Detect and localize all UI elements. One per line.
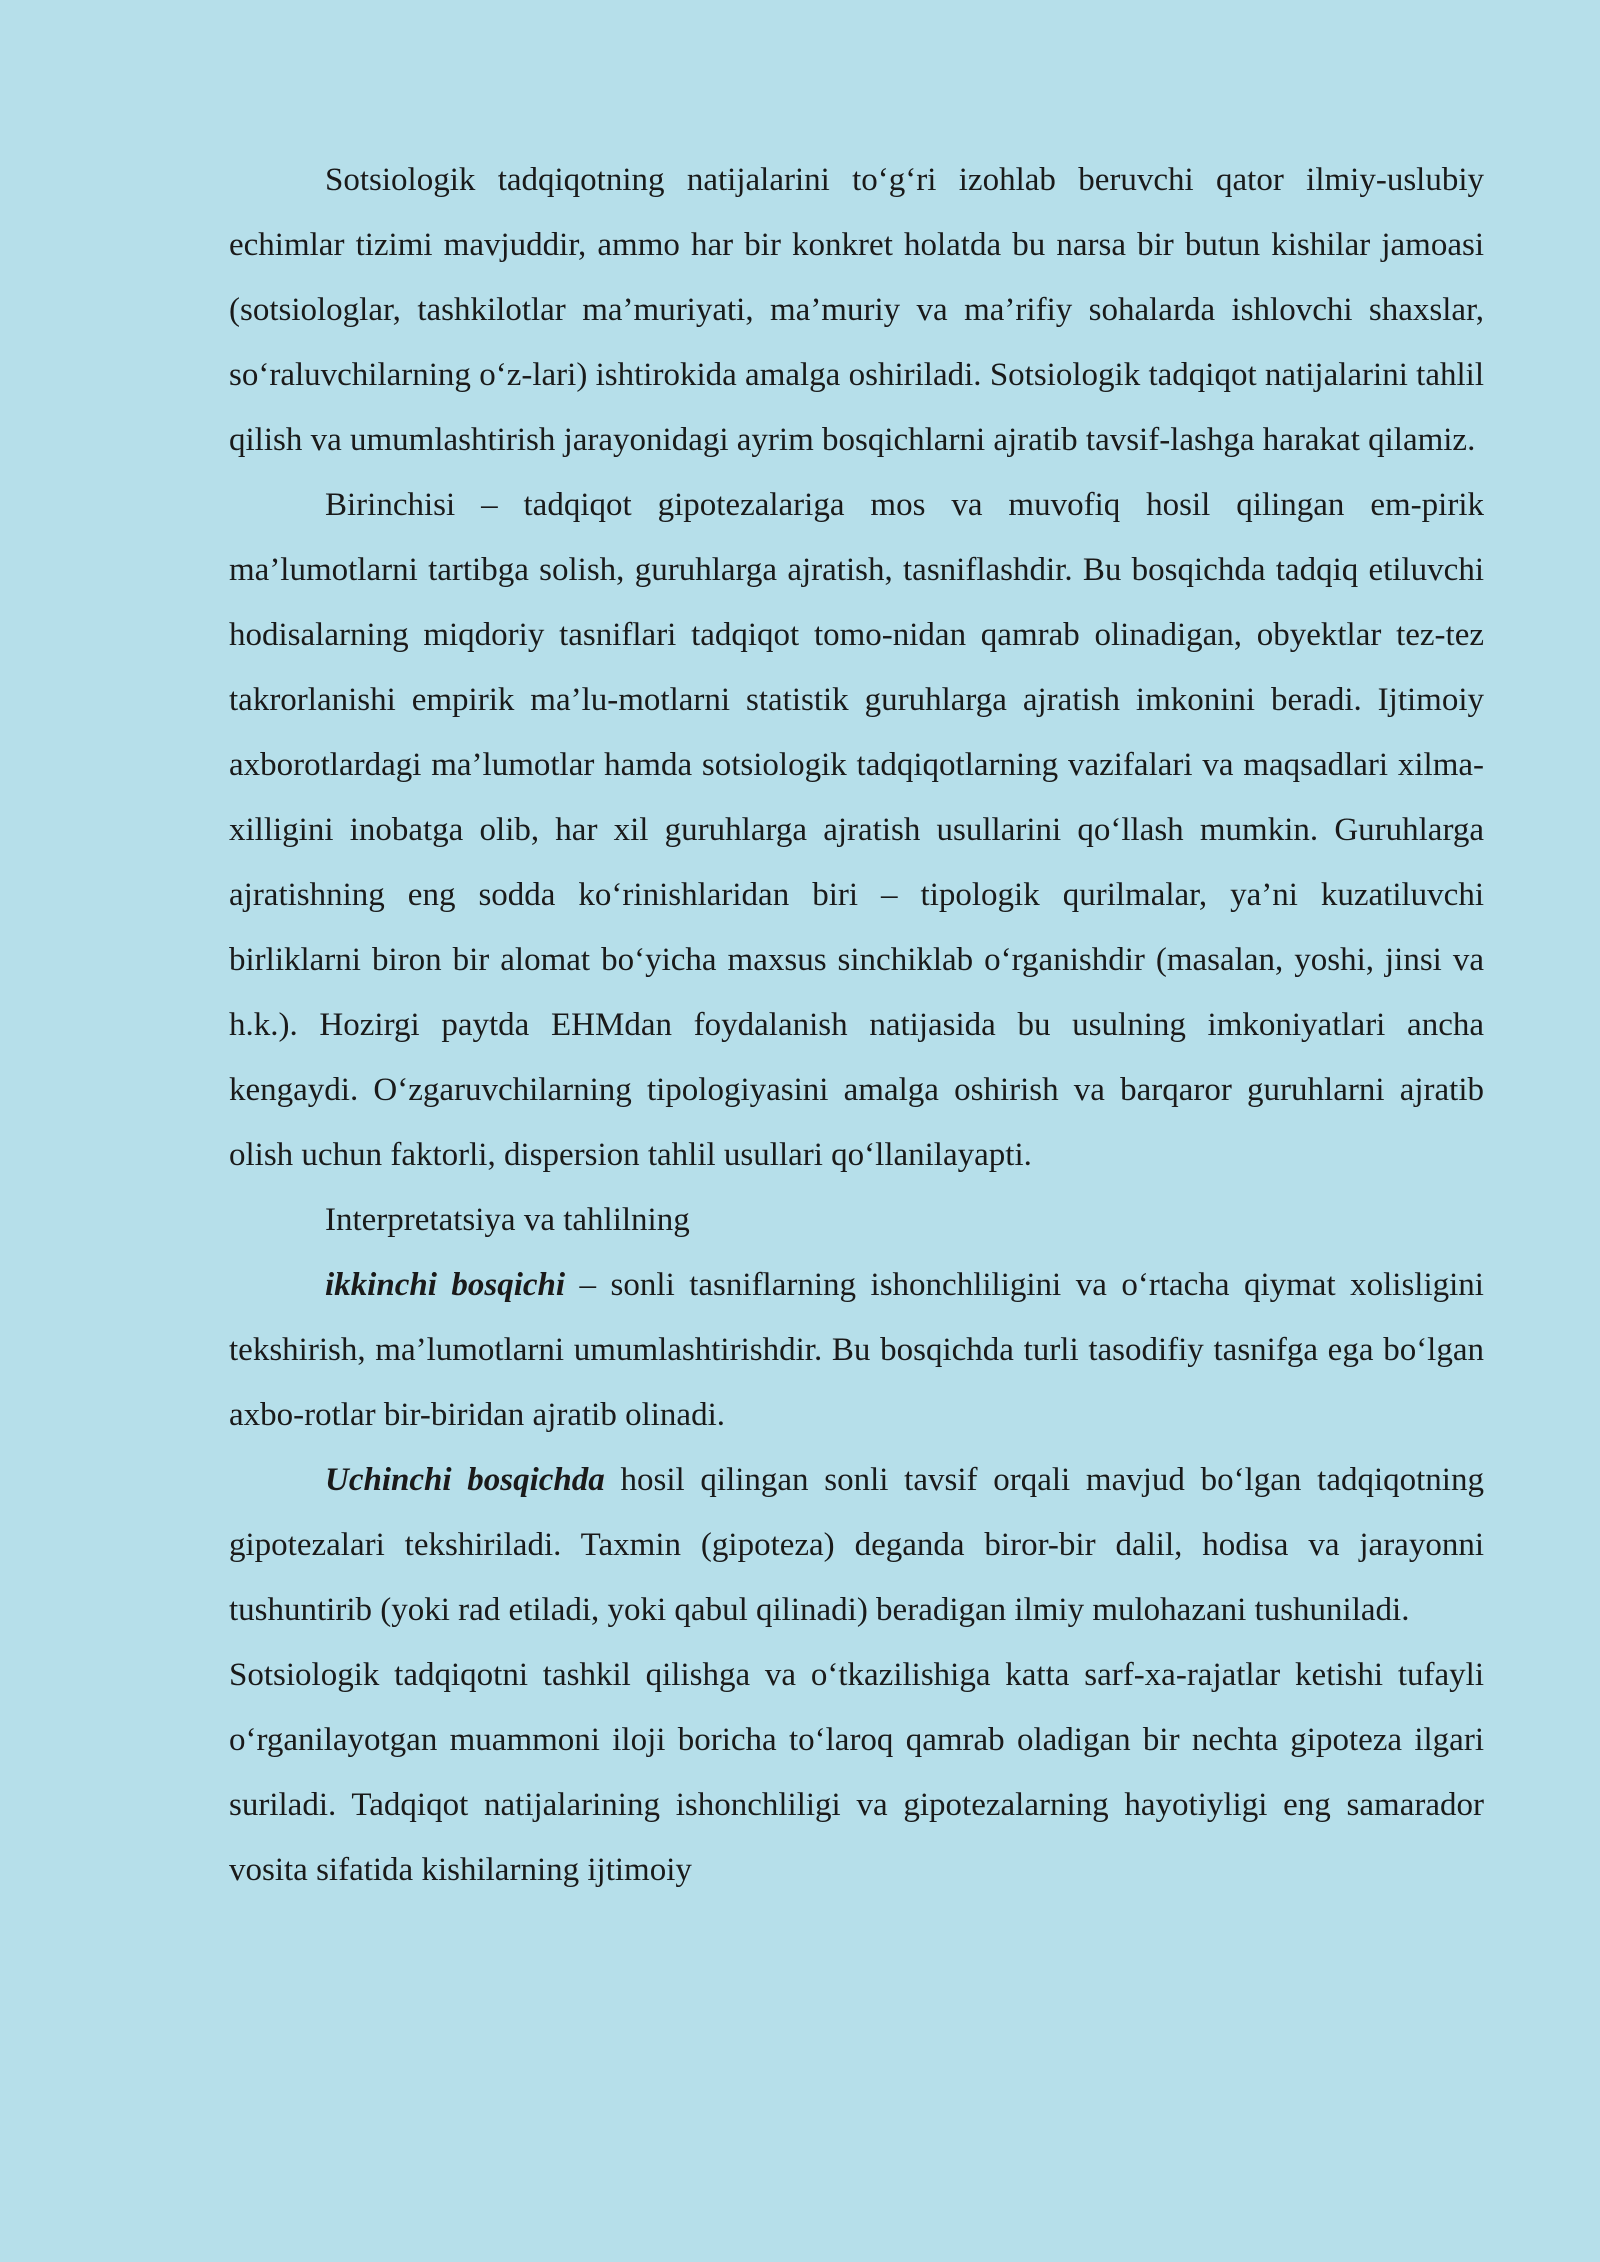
paragraph-4	[229, 1253, 1484, 1448]
paragraph-4-emphasis: ikkinchi bosqichi	[325, 1267, 566, 1303]
paragraph-6-text: Sotsiologik tadqiqotni tashkil qilishga va o‘tkazilishiga katta sarf-xa-rajatlar ketishi tufayli o‘rganilayotgan muammoni iloji boricha to‘laroq qamrab oladigan bir nechta gipoteza ilgari suriladi. Tadqiqot natijalarining ishonchliligi va gipotezalarning hayotiyligi eng samarador vosita sifatida kishilarning ijtimoiy	[229, 1657, 1484, 1888]
paragraph-3-text: Interpretatsiya va tahlilning	[325, 1202, 690, 1238]
paragraph-3	[229, 1188, 1484, 1253]
paragraph-1	[229, 148, 1484, 473]
paragraph-1-text: Sotsiologik tadqiqotning natijalarini to‘g‘ri izohlab beruvchi qator ilmiy-uslubiy echimlar tizimi mavjuddir, ammo har bir konkret holatda bu narsa bir butun kishilar jamoasi (sotsiologlar, tashkilotlar ma’muriyati, ma’muriy va ma’rifiy sohalarda ishlovchi shaxslar, so‘raluvchilarning o‘z-lari) ishtirokida amalga oshiriladi. Sotsiologik tadqiqot natijalarini tahlil qilish va umumlashtirish jarayonidagi ayrim bosqichlarni ajratib tavsif-lashga harakat qilamiz.	[229, 162, 1484, 458]
paragraph-4-text: – sonli tasniflarning ishonchliligini va o‘rtacha qiymat xolisligini tekshirish, ma’lumotlarni umumlashtirishdir. Bu bosqichda turli tasodifiy tasnifga ega bo‘lgan axbo-rotlar bir-biridan ajratib olinadi.	[229, 1267, 1484, 1433]
paragraph-2-text: Birinchisi – tadqiqot gipotezalariga mos va muvofiq hosil qilingan em-pirik ma’lumotlarni tartibga solish, guruhlarga ajratish, tasniflashdir. Bu bosqichda tadqiq etiluvchi hodisalarning miqdoriy tasniflari tadqiqot tomo-nidan qamrab olinadigan, obyektlar tez-tez takrorlanishi empirik ma’lu-motlarni statistik guruhlarga ajratish imkonini beradi. Ijtimoiy axborotlardagi ma’lumotlar hamda sotsiologik tadqiqotlarning vazifalari va maqsadlari xilma-xilligini inobatga olib, har xil guruhlarga ajratish usullarini qo‘llash mumkin. Guruhlarga ajratishning eng sodda ko‘rinishlaridan biri – tipologik qurilmalar, ya’ni kuzatiluvchi birliklarni biron bir alomat bo‘yicha maxsus sinchiklab o‘rganishdir (masalan, yoshi, jinsi va h.k.). Hozirgi paytda EHMdan foydalanish natijasida bu usulning imkoniyatlari ancha kengaydi. O‘zgaruvchilarning tipologiyasini amalga oshirish va barqaror guruhlarni ajratib olish uchun faktorli, dispersion tahlil usullari qo‘llanilayapti.	[229, 487, 1484, 1173]
paragraph-6	[229, 1643, 1484, 1903]
paragraph-2	[229, 473, 1484, 1188]
paragraph-5-text: hosil qilingan sonli tavsif orqali mavjud bo‘lgan tadqiqotning gipotezalari tekshiriladi. Taxmin (gipoteza) deganda biror-bir dalil, hodisa va jarayonni tushuntirib (yoki rad etiladi, yoki qabul qilinadi) beradigan ilmiy mulohazani tushuniladi.	[229, 1462, 1484, 1628]
paragraph-5	[229, 1448, 1484, 1643]
paragraph-5-emphasis: Uchinchi bosqichda	[325, 1462, 605, 1498]
document-body	[229, 148, 1484, 1903]
